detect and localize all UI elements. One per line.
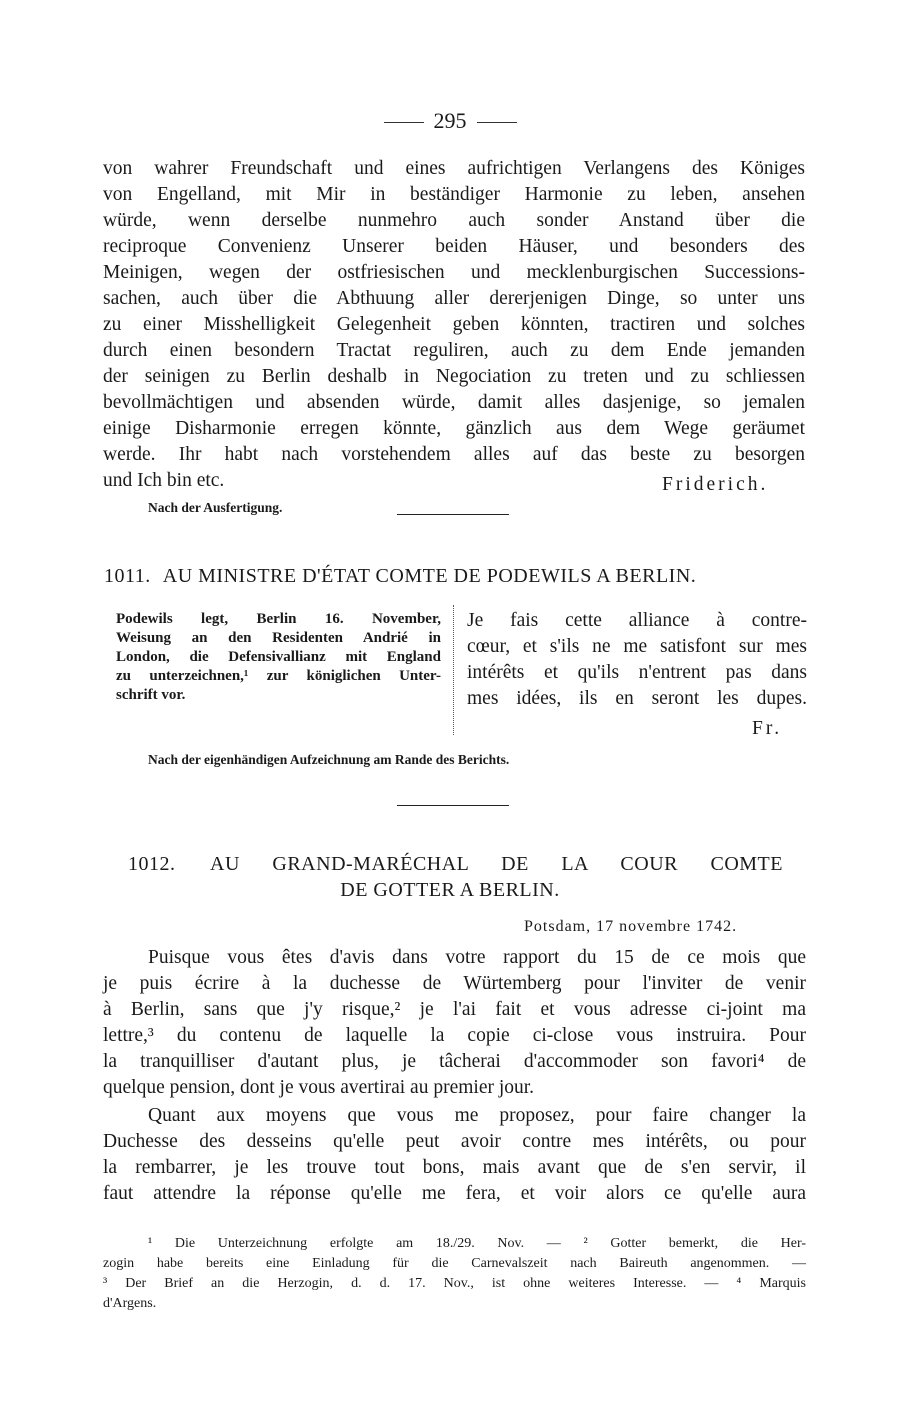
text-line: je puis écrire à la duchesse de Würtemberg pour l'inviter de venir — [103, 973, 806, 994]
source-note: Nach der eigenhändigen Aufzeichnung am Rande des Berichts. — [148, 752, 510, 767]
text-line: Puisque vous êtes d'avis dans votre rapport du 15 de ce mois que — [148, 947, 806, 968]
text-line: à Berlin, sans que j'y risque,² je l'ai fait et vous adresse ci-joint ma — [103, 999, 806, 1020]
summary-line: zu unterzeichnen,¹ zur königlichen Unter- — [116, 668, 441, 684]
text-line: la tranquilliser d'autant plus, je tâcherai d'accommoder son favori⁴ de — [103, 1051, 806, 1072]
footnote-line: ¹ Die Unterzeichnung erfolgte am 18./29. Nov. — ² Gotter bemerkt, die Her- — [148, 1236, 806, 1251]
letter-title-line2: DE GOTTER A BERLIN. — [340, 879, 560, 901]
text-line: Quant aux moyens que vous me proposez, pour faire changer la — [148, 1105, 806, 1126]
text-line: cœur, et s'ils ne me satisfont sur mes — [467, 636, 807, 657]
text-line: würde, wenn derselbe nunmehro auch sonder Anstand über die — [103, 210, 805, 231]
summary-line: schrift vor. — [116, 687, 186, 703]
text-line: mes idées, ils en seront les dupes. — [467, 688, 807, 709]
text-line: durch einen besondern Tractat reguliren, auch zu dem Ende jemanden — [103, 340, 805, 361]
text-line: bevollmächtigen und absenden würde, damit alles dasjenige, so jemalen — [103, 392, 805, 413]
text-line: Je fais cette alliance à contre- — [467, 610, 807, 631]
text-line: zu einer Misshelligkeit Gelegenheit geben könnten, tractiren und solches — [103, 314, 805, 335]
text-line: von Engelland, mit Mir in beständiger Harmonie zu leben, ansehen — [103, 184, 805, 205]
text-line: einige Disharmonie erregen könnte, gänzlich aus dem Wege geräumet — [103, 418, 805, 439]
letter-summary — [116, 610, 441, 705]
dash-left — [384, 122, 424, 123]
summary-line: Podewils legt, Berlin 16. November, — [116, 611, 441, 627]
text-line: quelque pension, dont je vous avertirai au premier jour. — [103, 1077, 535, 1098]
summary-line: Weisung an den Residenten Andrié in — [116, 630, 441, 646]
footnote-line: zogin habe bereits eine Einladung für die Carnevalszeit nach Baireuth angenommen. — — [103, 1256, 806, 1271]
text-line: Meinigen, wegen der ostfriesischen und mecklenburgischen Successions- — [103, 262, 805, 283]
text-line: intérêts et qu'ils n'entrent pas dans — [467, 662, 807, 683]
text-line: von wahrer Freundschaft und eines aufrichtigen Verlangens des Königes — [103, 158, 805, 179]
letter-number: 1012. — [128, 853, 176, 875]
footnote-line: d'Argens. — [103, 1296, 157, 1311]
page-number-header — [0, 108, 900, 134]
signature: Fr. — [752, 718, 783, 739]
closing-line: und Ich bin etc. — [103, 470, 225, 491]
text-line: faut attendre la réponse qu'elle me fera, et voir alors ce qu'elle aura — [103, 1183, 806, 1204]
letter-title-line1: AU GRAND-MARÉCHAL DE LA COUR COMTE — [210, 853, 783, 875]
page-number: 295 — [433, 108, 467, 133]
section-rule — [397, 514, 509, 515]
letter-number: 1011. — [104, 565, 151, 587]
text-line: la rembarrer, je les trouve tout bons, mais avant que de s'en servir, il — [103, 1157, 806, 1178]
footnote-line: ³ Der Brief an die Herzogin, d. d. 17. Nov., ist ohne weiteres Interesse. — ⁴ Marquis — [103, 1276, 806, 1291]
text-line: Duchesse des desseins qu'elle peut avoir contre mes intérêts, ou pour — [103, 1131, 806, 1152]
summary-line: London, die Defensivallianz mit England — [116, 649, 441, 665]
text-line: lettre,³ du contenu de laquelle la copie ci-close vous instruira. Pour — [103, 1025, 806, 1046]
text-line: reciproque Convenienz Unserer beiden Häuser, und besonders des — [103, 236, 805, 257]
text-line: sachen, auch über die Abthuung aller dererjenigen Dinge, so unter uns — [103, 288, 805, 309]
signature: Friderich. — [662, 474, 769, 495]
letter-heading — [104, 565, 696, 588]
place-date: Potsdam, 17 novembre 1742. — [524, 918, 738, 935]
text-line: werde. Ihr habt nach vorstehendem alles auf das beste zu besorgen — [103, 444, 805, 465]
dash-right — [477, 122, 517, 123]
column-separator — [453, 605, 454, 735]
section-rule — [397, 805, 509, 806]
letter-text — [467, 608, 807, 712]
source-note: Nach der Ausfertigung. — [148, 500, 283, 515]
letter-title: AU MINISTRE D'ÉTAT COMTE DE PODEWILS A BERLIN. — [162, 565, 697, 587]
text-line: der seinigen zu Berlin deshalb in Negociation zu treten und zu schliessen — [103, 366, 805, 387]
